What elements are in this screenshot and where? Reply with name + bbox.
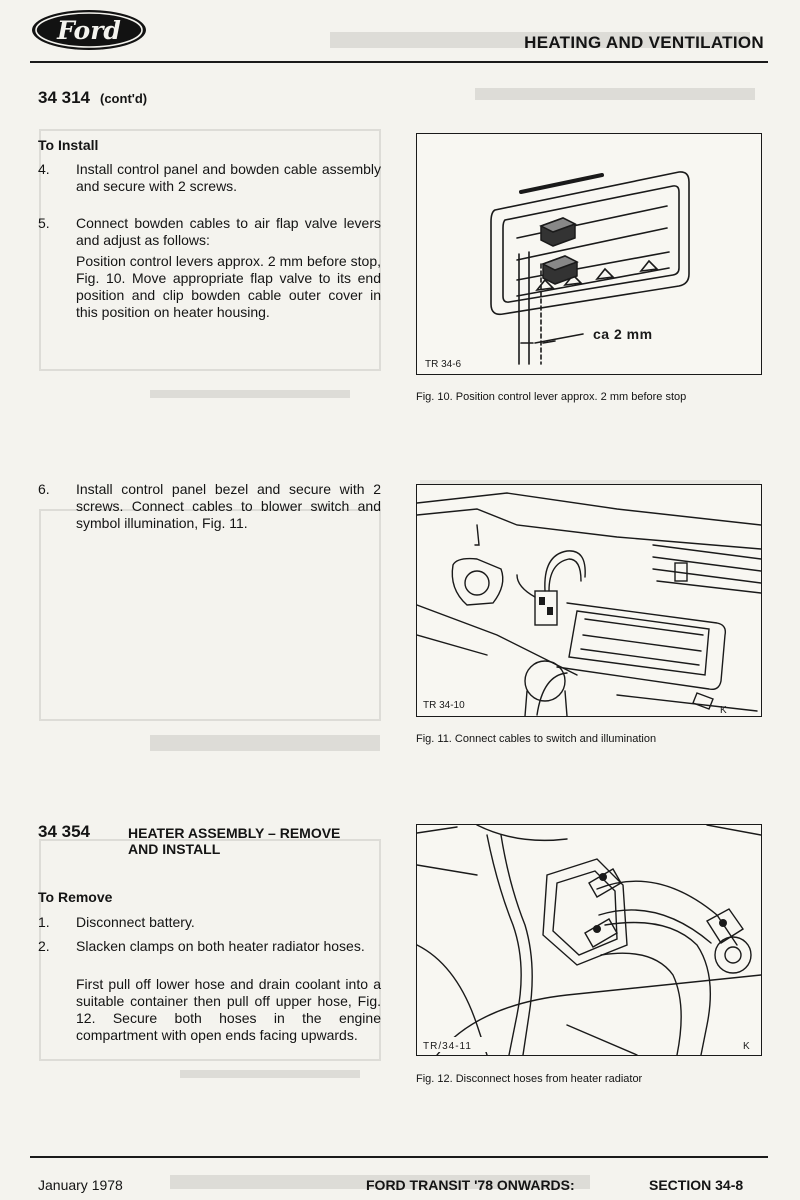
footer-rule bbox=[30, 1156, 768, 1158]
figure-10 bbox=[416, 133, 762, 375]
section-2-title-line-2: AND INSTALL bbox=[128, 841, 221, 857]
step-number: 4. bbox=[38, 161, 50, 177]
to-remove-heading: To Remove bbox=[38, 889, 113, 905]
dimension-label: ca 2 mm bbox=[593, 326, 653, 342]
step-5-detail: Position control levers approx. 2 mm before stop, Fig. 10. Move appropriate flap valve to its end position and clip bowden cable outer cover in this position on heater housing. bbox=[76, 253, 381, 320]
fig-10-illustration bbox=[417, 134, 761, 374]
step-number: 2. bbox=[38, 938, 50, 954]
fig-11-illustration bbox=[417, 485, 761, 716]
fig-10-caption: Fig. 10. Position control lever approx. 2 mm before stop bbox=[416, 391, 687, 403]
ford-logo bbox=[30, 8, 148, 52]
fig-12-illustration bbox=[417, 825, 761, 1055]
fig-11-label: TR 34-10 bbox=[423, 700, 465, 711]
install-step-6 bbox=[38, 481, 383, 533]
to-install-heading: To Install bbox=[38, 137, 99, 153]
footer-date: January 1978 bbox=[38, 1177, 123, 1193]
logo-text: Ford bbox=[57, 16, 121, 45]
step-text: Install control panel bezel and secure with 2 screws. Connect cables to blower switch and symbol illumination, Fig. 11. bbox=[76, 481, 381, 531]
step-2-detail: First pull off lower hose and drain coolant into a suitable container then pull off upper hose, Fig. 12. Secure both hoses in the engine compartment with open ends facing upwards. bbox=[76, 976, 381, 1043]
section-2-title bbox=[128, 825, 340, 857]
install-step-4 bbox=[38, 161, 383, 197]
section-number bbox=[38, 88, 147, 108]
remove-step-1 bbox=[38, 914, 383, 932]
step-text: Slacken clamps on both heater radiator hoses. bbox=[76, 938, 365, 954]
section-contd: (cont'd) bbox=[100, 91, 148, 106]
step-text: Connect bowden cables to air flap valve levers and adjust as follows: bbox=[76, 215, 381, 248]
section-number-text: 34 314 bbox=[38, 88, 90, 107]
step-text: Disconnect battery. bbox=[76, 914, 195, 930]
figure-11 bbox=[416, 484, 762, 717]
remove-step-2 bbox=[38, 938, 383, 974]
step-number: 5. bbox=[38, 215, 50, 231]
fig-11-corner-mark: K bbox=[720, 705, 727, 716]
step-text: Install control panel and bowden cable assembly and secure with 2 screws. bbox=[76, 161, 381, 194]
fig-12-label: TR/34-11 bbox=[423, 1041, 472, 1052]
section-2-number: 34 354 bbox=[38, 822, 90, 841]
page-header-title: HEATING AND VENTILATION bbox=[524, 33, 764, 52]
fig-11-caption: Fig. 11. Connect cables to switch and illumination bbox=[416, 733, 657, 745]
step-number: 1. bbox=[38, 914, 50, 930]
section-2-title-line-1: HEATER ASSEMBLY – REMOVE bbox=[128, 825, 341, 841]
footer-model: FORD TRANSIT '78 ONWARDS: bbox=[366, 1177, 575, 1193]
fig-12-corner-mark: K bbox=[743, 1041, 750, 1052]
fig-10-label: TR 34-6 bbox=[425, 359, 462, 370]
install-step-5 bbox=[38, 215, 383, 251]
step-number: 6. bbox=[38, 481, 50, 497]
figure-12 bbox=[416, 824, 762, 1056]
header-rule bbox=[30, 61, 768, 63]
footer-section: SECTION 34-8 bbox=[649, 1177, 744, 1193]
fig-12-caption: Fig. 12. Disconnect hoses from heater radiator bbox=[416, 1073, 643, 1085]
